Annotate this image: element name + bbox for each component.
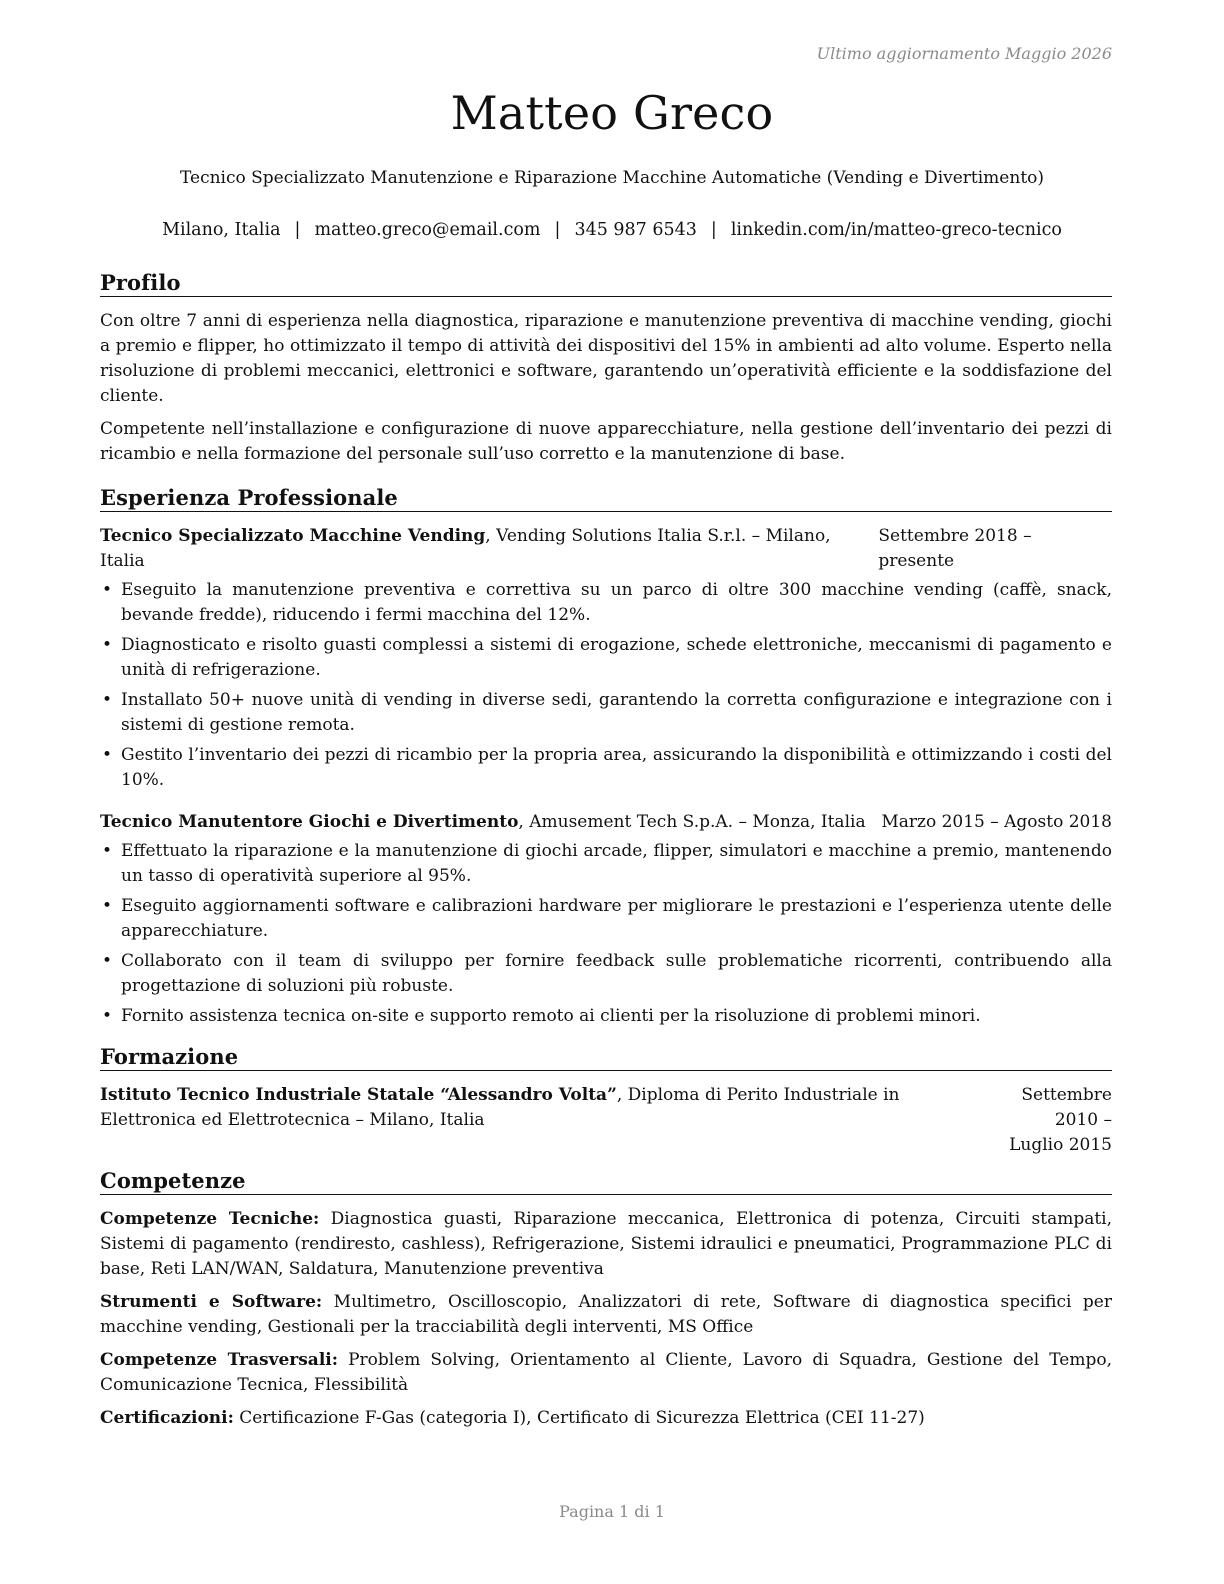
list-item: • Diagnosticato e risolto guasti complessi a sistemi di erogazione, schede elettroniche, meccanismi di pagamento e unità di refrigerazione.: [102, 635, 1112, 680]
education-description: [100, 1083, 990, 1158]
job-company: , Amusement Tech S.p.A. – Monza, Italia: [518, 812, 866, 832]
list-item: • Gestito l’inventario dei pezzi di ricambio per la propria area, assicurando la disponibilità e ottimizzando i costi del 10%.: [102, 745, 1112, 790]
section-title-profile: Profilo: [100, 270, 1112, 297]
section-title-education: Formazione: [100, 1044, 1112, 1071]
bullet-icon: •: [102, 635, 113, 655]
education-detail: , Diploma di Perito Industriale in Elettronica ed Elettrotecnica – Milano, Italia: [100, 1085, 900, 1130]
skill-row: [100, 1348, 1112, 1398]
bullet-icon: •: [102, 690, 113, 710]
experience-section: [100, 485, 1112, 1029]
list-item: • Installato 50+ nuove unità di vending in diverse sedi, garantendo la corretta configurazione e integrazione con i sistemi di gestione remota.: [102, 690, 1112, 735]
profile-paragraph: Con oltre 7 anni di esperienza nella diagnostica, riparazione e manutenzione preventiva di macchine vending, giochi a premio e flipper, ho ottimizzato il tempo di attività dei dispositivi del 15% in ambienti ad alto volume. Esperto nella risoluzione di problemi meccanici, elettronici e software, garantendo un’operatività efficiente e la soddisfazione del cliente.: [100, 311, 1112, 406]
skill-row: [100, 1406, 1112, 1431]
job-entry: [100, 810, 1112, 1029]
skill-value: Diagnostica guasti, Riparazione meccanica, Elettronica di potenza, Circuiti stampati, Sistemi di pagamento (rendiresto, cashless), Refrigerazione, Sistemi idraulici e pneumatici, Programmazione PLC di base, Reti LAN/WAN, Saldatura, Manutenzione preventiva: [100, 1209, 1113, 1279]
job-bullets: [100, 578, 1112, 793]
job-dates: Marzo 2015 – Agosto 2018: [881, 812, 1112, 832]
education-entry: [100, 1083, 1112, 1158]
page-number: Pagina 1 di 1: [559, 1502, 665, 1521]
contact-location: Milano, Italia: [162, 220, 281, 240]
contact-line: [0, 220, 1224, 240]
skill-label: Competenze Trasversali:: [100, 1350, 339, 1370]
job-role-company: [100, 524, 878, 574]
skills-section: [100, 1168, 1112, 1431]
skill-value: Problem Solving, Orientamento al Cliente, Lavoro di Squadra, Gestione del Tempo, Comunicazione Tecnica, Flessibilità: [100, 1350, 1112, 1395]
contact-email[interactable]: matteo.greco@email.com: [314, 220, 541, 240]
skill-label: Strumenti e Software:: [100, 1292, 323, 1312]
skill-row: [100, 1207, 1112, 1282]
contact-separator: |: [554, 220, 561, 240]
education-school: Istituto Tecnico Industriale Statale “Alessandro Volta”: [100, 1085, 617, 1105]
job-role: Tecnico Manutentore Giochi e Divertimento: [100, 812, 519, 832]
skill-label: Certificazioni:: [100, 1408, 234, 1428]
skill-value: Multimetro, Oscilloscopio, Analizzatori di rete, Software di diagnostica specifici per macchine vending, Gestionali per la tracciabilità degli interventi, MS Office: [100, 1292, 1112, 1337]
bullet-icon: •: [102, 745, 113, 765]
job-entry: [100, 524, 1112, 793]
list-item: • Effettuato la riparazione e la manutenzione di giochi arcade, flipper, simulatori e macchine a premio, mantenendo un tasso di operatività superiore al 95%.: [102, 841, 1112, 886]
skill-label: Competenze Tecniche:: [100, 1209, 320, 1229]
contact-separator: |: [294, 220, 301, 240]
bullet-icon: •: [102, 580, 113, 600]
contact-separator: |: [710, 220, 717, 240]
candidate-name: Matteo Greco: [450, 86, 774, 140]
job-company: , Vending Solutions Italia S.r.l. – Milano, Italia: [100, 526, 831, 571]
section-title-experience: Esperienza Professionale: [100, 485, 1112, 512]
profile-paragraph: Competente nell’installazione e configurazione di nuove apparecchiature, nella gestione dell’inventario dei pezzi di ricambio e nella formazione del personale sull’uso corretto e la manutenzione di base.: [100, 419, 1112, 464]
job-role-company: [100, 810, 866, 835]
list-item: • Fornito assistenza tecnica on-site e supporto remoto ai clienti per la risoluzione di problemi minori.: [100, 1004, 1112, 1029]
contact-phone[interactable]: 345 987 6543: [574, 220, 697, 240]
last-updated-note: Ultimo aggiornamento Maggio 2026: [816, 44, 1112, 63]
resume-body: [100, 270, 1112, 1439]
candidate-headline: Tecnico Specializzato Manutenzione e Riparazione Macchine Automatiche (Vending e Divertimento): [179, 168, 1045, 188]
skill-value: Certificazione F-Gas (categoria I), Certificato di Sicurezza Elettrica (CEI 11-27): [239, 1408, 925, 1428]
education-section: [100, 1044, 1112, 1158]
list-item: • Eseguito aggiornamenti software e calibrazioni hardware per migliorare le prestazioni e l’esperienza utente delle apparecchiature.: [102, 896, 1112, 941]
skill-row: [100, 1290, 1112, 1340]
job-bullets: [100, 839, 1112, 1029]
job-header: [100, 524, 1112, 574]
section-title-skills: Competenze: [100, 1168, 1112, 1195]
bullet-icon: •: [102, 1006, 113, 1026]
bullet-icon: •: [102, 896, 113, 916]
contact-linkedin[interactable]: linkedin.com/in/matteo-greco-tecnico: [730, 220, 1062, 240]
bullet-icon: •: [102, 841, 113, 861]
job-dates: Settembre 2018 – presente: [878, 526, 1032, 571]
job-header: [100, 810, 1112, 835]
list-item: • Eseguito la manutenzione preventiva e correttiva su un parco di oltre 300 macchine vending (caffè, snack, bevande fredde), riducendo i fermi macchina del 12%.: [102, 580, 1112, 625]
bullet-icon: •: [102, 951, 113, 971]
education-dates: Settembre 2010 – Luglio 2015: [1009, 1085, 1112, 1155]
list-item: • Collaborato con il team di sviluppo per fornire feedback sulle problematiche ricorrenti, contribuendo alla progettazione di soluzioni più robuste.: [102, 951, 1112, 996]
profile-section: [100, 270, 1112, 467]
job-role: Tecnico Specializzato Macchine Vending: [100, 526, 486, 546]
